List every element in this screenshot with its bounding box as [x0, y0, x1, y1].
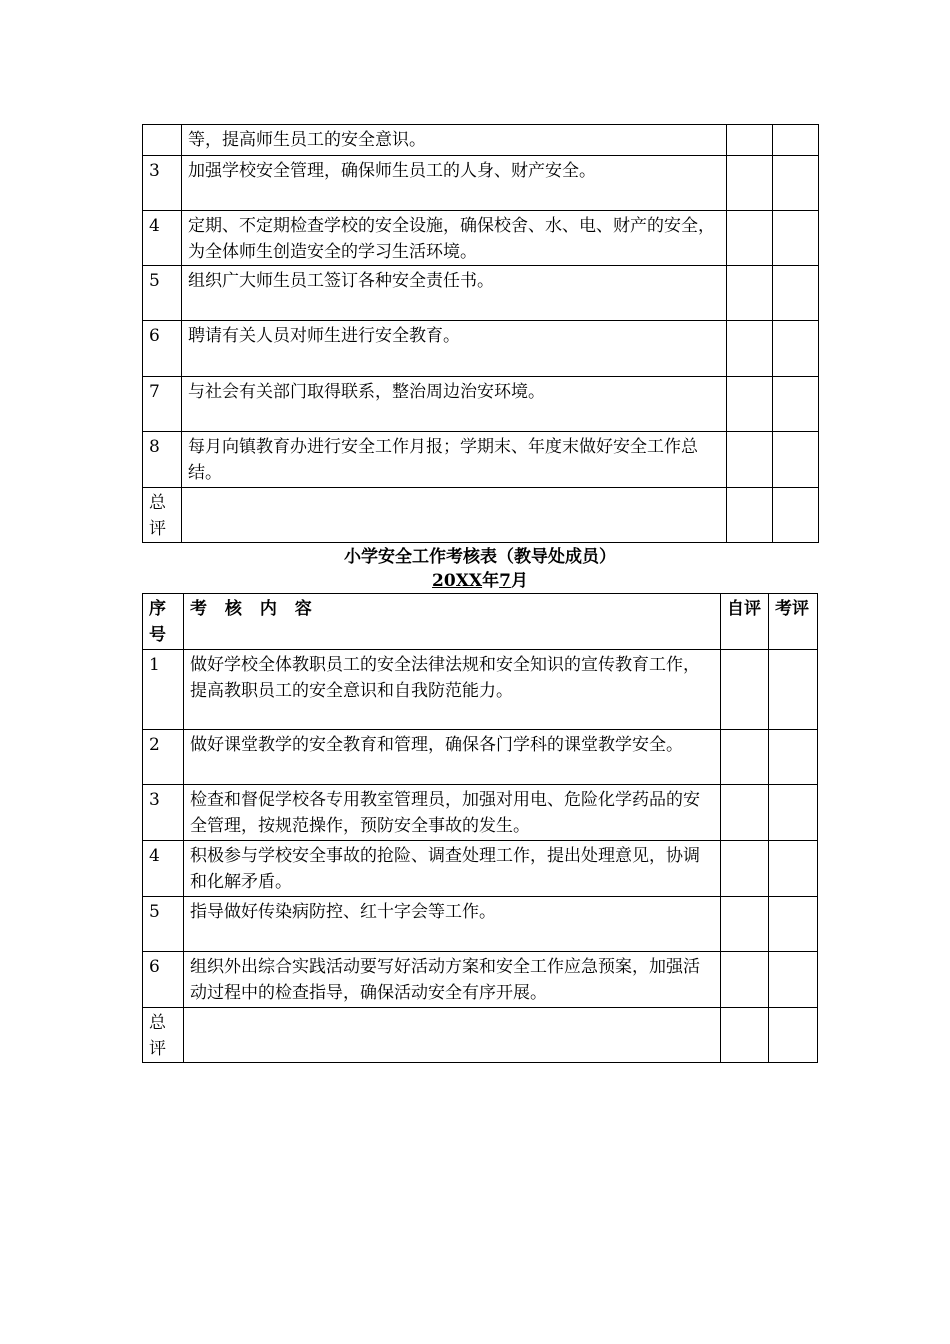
row-content: 做好课堂教学的安全教育和管理，确保各门学科的课堂教学安全。: [184, 730, 721, 785]
self-score-cell: [727, 125, 773, 156]
row-content: 等，提高师生员工的安全意识。: [182, 125, 727, 156]
eval-score-cell: [769, 650, 818, 730]
table-title: 小学安全工作考核表（教导处成员）: [344, 547, 616, 567]
self-score-cell: [721, 730, 769, 785]
table-header-row: [143, 594, 818, 650]
row-number: 3: [143, 156, 182, 211]
eval-score-cell: [773, 377, 819, 432]
row-number: 4: [143, 211, 182, 266]
row-content: 组织广大师生员工签订各种安全责任书。: [182, 266, 727, 321]
self-score-cell: [727, 432, 773, 488]
self-score-cell: [721, 841, 769, 897]
row-number: 6: [143, 952, 184, 1008]
eval-score-cell: [769, 952, 818, 1008]
self-score-cell: [727, 488, 773, 543]
safety-assessment-table-continued: [142, 124, 819, 543]
row-number: 1: [143, 650, 184, 730]
self-score-cell: [727, 211, 773, 266]
row-number: 4: [143, 841, 184, 897]
table-row: [143, 952, 818, 1008]
summary-content: [184, 1008, 721, 1063]
header-self-eval: 自评: [721, 594, 769, 650]
table-row: [143, 377, 819, 432]
eval-score-cell: [773, 156, 819, 211]
self-score-cell: [721, 1008, 769, 1063]
row-number: 5: [143, 897, 184, 952]
summary-row: [143, 488, 819, 543]
row-content: 每月向镇教育办进行安全工作月报；学期末、年度末做好安全工作总结。: [182, 432, 727, 488]
eval-score-cell: [769, 841, 818, 897]
eval-score-cell: [769, 1008, 818, 1063]
date-year: 20XX: [432, 571, 483, 591]
summary-label: 总评: [143, 1008, 184, 1063]
self-score-cell: [727, 266, 773, 321]
row-content: 聘请有关人员对师生进行安全教育。: [182, 321, 727, 377]
self-score-cell: [721, 650, 769, 730]
eval-score-cell: [773, 432, 819, 488]
row-number: 7: [143, 377, 182, 432]
row-content: 指导做好传染病防控、红十字会等工作。: [184, 897, 721, 952]
table-row: [143, 841, 818, 897]
row-number: 2: [143, 730, 184, 785]
eval-score-cell: [773, 211, 819, 266]
table-row: [143, 785, 818, 841]
summary-label: 总评: [143, 488, 182, 543]
self-score-cell: [727, 321, 773, 377]
eval-score-cell: [769, 785, 818, 841]
table-row: [143, 125, 819, 156]
table-row: [143, 156, 819, 211]
row-content: 定期、不定期检查学校的安全设施，确保校舍、水、电、财产的安全，为全体师生创造安全的学习生活环境。: [182, 211, 727, 266]
table-row: [143, 730, 818, 785]
header-eval: 考评: [769, 594, 818, 650]
row-content: 加强学校安全管理，确保师生员工的人身、财产安全。: [182, 156, 727, 211]
self-score-cell: [727, 377, 773, 432]
summary-content: [182, 488, 727, 543]
row-content: 与社会有关部门取得联系，整治周边治安环境。: [182, 377, 727, 432]
table-row: [143, 211, 819, 266]
summary-row: [143, 1008, 818, 1063]
header-number: 序号: [143, 594, 184, 650]
safety-assessment-table-teaching-office: [142, 593, 818, 1063]
self-score-cell: [721, 897, 769, 952]
row-content: 检查和督促学校各专用教室管理员，加强对用电、危险化学药品的安全管理，按规范操作，预防安全事故的发生。: [184, 785, 721, 841]
eval-score-cell: [773, 266, 819, 321]
eval-score-cell: [773, 321, 819, 377]
eval-score-cell: [769, 730, 818, 785]
row-number: 6: [143, 321, 182, 377]
row-number: 8: [143, 432, 182, 488]
row-content: 组织外出综合实践活动要写好活动方案和安全工作应急预案，加强活动过程中的检查指导，确保活动安全有序开展。: [184, 952, 721, 1008]
table-row: [143, 897, 818, 952]
eval-score-cell: [769, 897, 818, 952]
self-score-cell: [721, 952, 769, 1008]
table-row: [143, 321, 819, 377]
date-month-suffix: 月: [510, 571, 528, 591]
header-content: 考 核 内 容: [184, 594, 721, 650]
row-number: [143, 125, 182, 156]
eval-score-cell: [773, 125, 819, 156]
table-row: [143, 266, 819, 321]
eval-score-cell: [773, 488, 819, 543]
table-row: [143, 432, 819, 488]
row-number: 5: [143, 266, 182, 321]
self-score-cell: [727, 156, 773, 211]
row-content: 积极参与学校安全事故的抢险、调查处理工作，提出处理意见，协调和化解矛盾。: [184, 841, 721, 897]
table-row: [143, 650, 818, 730]
row-number: 3: [143, 785, 184, 841]
date-month: 7: [499, 571, 511, 591]
table-date: [142, 569, 818, 593]
row-content: 做好学校全体教职员工的安全法律法规和安全知识的宣传教育工作，提高教职员工的安全意识和自我防范能力。: [184, 650, 721, 730]
date-year-suffix: 年: [482, 571, 500, 591]
self-score-cell: [721, 785, 769, 841]
